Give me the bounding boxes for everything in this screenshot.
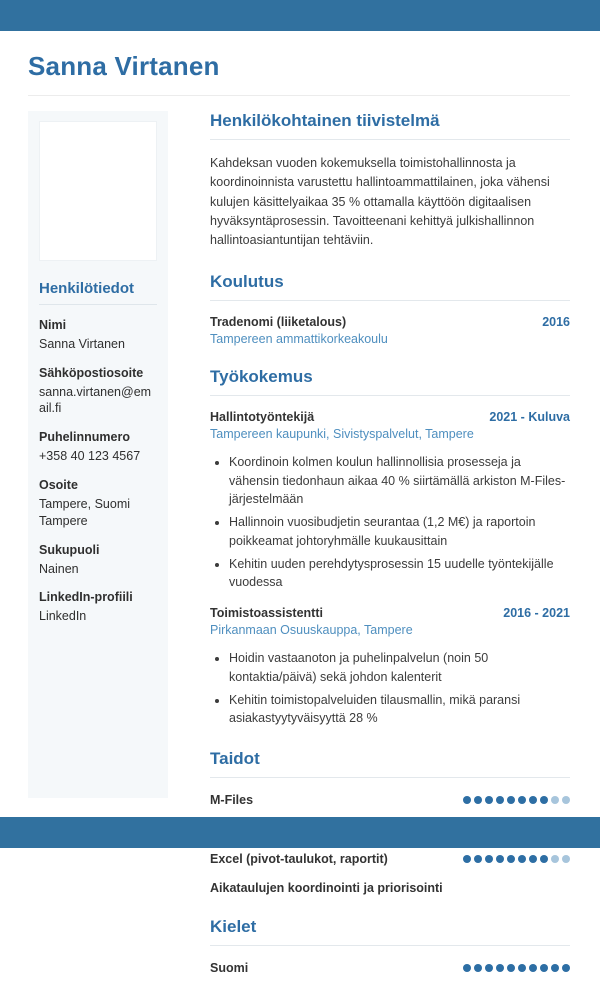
- rating-dot-empty: [562, 855, 570, 863]
- rating-dot-filled: [540, 964, 548, 972]
- language-row: [210, 960, 570, 976]
- field-email: [39, 365, 157, 418]
- skill-name: M-Files: [210, 793, 254, 808]
- job-bullet: • Koordinoin kolmen koulun hallinnollisia prosesseja ja vähensin tiedonhaun aikaa 40 % siirtämällä arkiston M-Files-järjestelmään: [229, 453, 570, 509]
- title-divider: [28, 95, 570, 96]
- field-label: LinkedIn-profiili: [39, 590, 133, 605]
- skill-name: Excel (pivot-taulukot, raportit): [210, 851, 388, 866]
- rating-dot-filled: [496, 855, 504, 863]
- section-experience: [210, 367, 570, 728]
- rating-dot-filled: [507, 796, 515, 804]
- field-label: Puhelinnumero: [39, 430, 130, 445]
- section-divider: [210, 395, 570, 396]
- section-summary: [210, 111, 570, 251]
- field-label: Nimi: [39, 317, 67, 332]
- main-column: [210, 111, 570, 997]
- rating-dot-filled: [485, 964, 493, 972]
- rating-dot-filled: [529, 964, 537, 972]
- section-heading: Koulutus: [210, 271, 284, 291]
- section-heading: Kielet: [210, 917, 257, 937]
- section-languages: [210, 917, 570, 976]
- skill-rating-dots: [463, 796, 570, 804]
- field-label: Osoite: [39, 478, 78, 493]
- rating-dot-filled: [485, 855, 493, 863]
- experience-entry: [210, 410, 570, 592]
- school-name: Tampereen ammattikorkeakoulu: [210, 331, 388, 346]
- field-name: [39, 317, 157, 353]
- section-divider: [210, 945, 570, 946]
- job-period: 2021 - Kuluva: [489, 409, 570, 424]
- rating-dot-filled: [463, 855, 471, 863]
- field-value: LinkedIn: [39, 609, 87, 624]
- sidebar-divider: [39, 304, 157, 305]
- job-employer: Pirkanmaan Osuuskauppa, Tampere: [210, 623, 413, 638]
- profile-photo-placeholder: [39, 121, 157, 261]
- rating-dot-filled: [474, 796, 482, 804]
- section-divider: [210, 777, 570, 778]
- language-name: Suomi: [210, 961, 249, 976]
- job-title: Toimistoassistentti: [210, 606, 323, 621]
- rating-dot-filled: [518, 796, 526, 804]
- rating-dot-filled: [551, 964, 559, 972]
- field-value: sanna.virtanen@email.fi: [39, 384, 152, 416]
- skill-row: [210, 851, 570, 867]
- rating-dot-filled: [496, 796, 504, 804]
- summary-text: Kahdeksan vuoden kokemuksella toimistohallinnosta ja koordinoinnista varustettu hallintoammattilainen, joka vähensi kulujen käsittelyaikaa 35 % ottamalla käyttöön digitaalisen hyväksyntäprosessin. Tavoitteenani kehittyä julkishallinnon hallintoasiantuntijan tehtäviin.: [210, 155, 550, 248]
- field-value: Nainen: [39, 561, 79, 576]
- rating-dot-empty: [551, 855, 559, 863]
- degree-title: Tradenomi (liiketalous): [210, 314, 347, 329]
- rating-dot-filled: [485, 796, 493, 804]
- rating-dot-filled: [463, 796, 471, 804]
- job-bullet: • Hallinnoin vuosibudjetin seurantaa (1,2 M€) ja raportoin poikkeamat johtoryhmälle kuukausittain: [229, 513, 570, 551]
- field-linkedin: [39, 589, 157, 625]
- section-heading: Henkilökohtainen tiivistelmä: [210, 110, 440, 130]
- field-phone: [39, 429, 157, 465]
- rating-dot-filled: [540, 855, 548, 863]
- resume-page: [0, 31, 600, 997]
- job-bullets: [210, 453, 570, 592]
- education-entry: [210, 315, 570, 346]
- section-divider: [210, 300, 570, 301]
- rating-dot-filled: [518, 964, 526, 972]
- rating-dot-filled: [540, 796, 548, 804]
- field-label: Sukupuoli: [39, 542, 100, 557]
- field-value: Sanna Virtanen: [39, 336, 125, 351]
- language-rating-dots: [463, 964, 570, 972]
- field-label: Sähköpostiosoite: [39, 365, 144, 380]
- job-bullet: • Kehitin uuden perehdytysprosessin 15 uudelle työntekijälle vuodessa: [229, 555, 570, 593]
- rating-dot-filled: [529, 855, 537, 863]
- section-education: [210, 272, 570, 346]
- rating-dot-filled: [529, 796, 537, 804]
- job-bullet: • Hoidin vastaanoton ja puhelinpalvelun (noin 50 kontaktia/päivä) sekä johdon kalenterit: [229, 649, 570, 687]
- job-title: Hallintotyöntekijä: [210, 409, 315, 424]
- rating-dot-filled: [463, 964, 471, 972]
- field-value: Tampere, Suomi Tampere: [39, 496, 131, 528]
- job-bullets: [210, 649, 570, 728]
- bottom-accent-bar: [0, 817, 600, 848]
- sidebar: [28, 111, 168, 798]
- job-employer: Tampereen kaupunki, Sivistyspalvelut, Tampere: [210, 426, 474, 441]
- field-value: +358 40 123 4567: [39, 449, 141, 464]
- job-period: 2016 - 2021: [503, 606, 570, 621]
- rating-dot-filled: [474, 964, 482, 972]
- skill-row: [210, 880, 570, 896]
- rating-dot-filled: [562, 964, 570, 972]
- skill-name: Aikataulujen koordinointi ja priorisointi: [210, 880, 443, 895]
- experience-entry: [210, 606, 570, 728]
- section-heading: Työkokemus: [210, 366, 313, 386]
- rating-dot-empty: [562, 796, 570, 804]
- top-accent-bar: [0, 0, 600, 31]
- rating-dot-filled: [518, 855, 526, 863]
- section-heading: Taidot: [210, 749, 260, 769]
- rating-dot-filled: [496, 964, 504, 972]
- rating-dot-empty: [551, 796, 559, 804]
- job-bullet: • Kehitin toimistopalveluiden tilausmallin, mikä paransi asiakastyytyväisyyttä 28 %: [229, 691, 570, 729]
- rating-dot-filled: [507, 964, 515, 972]
- field-gender: [39, 542, 157, 578]
- field-address: [39, 477, 157, 530]
- page-title: Sanna Virtanen: [28, 51, 220, 81]
- skill-row: [210, 792, 570, 808]
- sidebar-heading: Henkilötiedot: [39, 279, 135, 297]
- skill-rating-dots: [463, 855, 570, 863]
- degree-year: 2016: [542, 314, 570, 329]
- rating-dot-filled: [507, 855, 515, 863]
- rating-dot-filled: [474, 855, 482, 863]
- section-divider: [210, 139, 570, 140]
